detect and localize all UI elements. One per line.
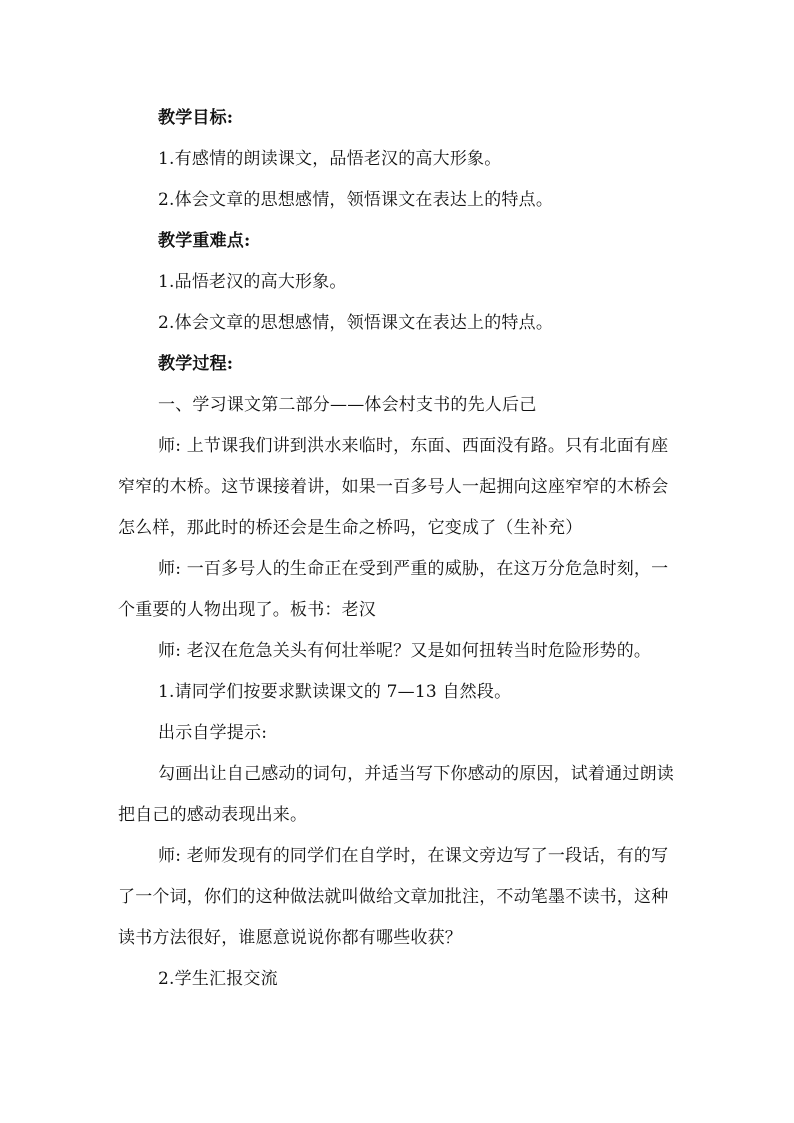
section-1-title: 一、学习课文第二部分——体会村支书的先人后己 — [158, 395, 537, 415]
tip-title: 出示自学提示: — [158, 723, 268, 743]
difficulty-item-2: 2.体会文章的思想感情，领悟课文在表达上的特点。 — [158, 313, 554, 333]
teacher-paragraph-3: 师: 老汉在危急关头有何壮举呢？又是如何扭转当时危险形势的。 — [158, 641, 652, 661]
teacher-paragraph-1: 师: 上节课我们讲到洪水来临时，东面、西面没有路。只有北面有座窄窄的木桥。这节课接着讲，如果一百多号人一起拥向这座窄窄的木桥会怎么样，那此时的桥还会是生命之桥吗，它变成了（生补充） — [118, 436, 669, 538]
goal-item-2: 2.体会文章的思想感情，领悟课文在表达上的特点。 — [158, 190, 554, 210]
process-heading: 教学过程: — [158, 354, 234, 374]
teacher-paragraph-2: 师: 一百多号人的生命正在受到严重的威胁，在这万分危急时刻，一个重要的人物出现了。板书：老汉 — [118, 559, 669, 620]
tip-text: 勾画出让自己感动的词句，并适当写下你感动的原因，试着通过朗读把自己的感动表现出来。 — [118, 764, 674, 825]
document-body — [118, 98, 678, 1000]
difficulty-item-1: 1.品悟老汉的高大形象。 — [158, 272, 347, 292]
difficulty-heading: 教学重难点: — [158, 231, 251, 251]
goals-heading: 教学目标: — [158, 108, 234, 128]
step-2: 2.学生汇报交流 — [158, 969, 278, 989]
step-1: 1.请同学们按要求默读课文的 7—13 自然段。 — [158, 682, 512, 702]
teacher-paragraph-4: 师: 老师发现有的同学们在自学时，在课文旁边写了一段话，有的写了一个词，你们的这种做法就叫做给文章加批注，不动笔墨不读书，这种读书方法很好，谁愿意说说你都有哪些收获？ — [118, 846, 669, 948]
goal-item-1: 1.有感情的朗读课文，品悟老汉的高大形象。 — [158, 149, 502, 169]
